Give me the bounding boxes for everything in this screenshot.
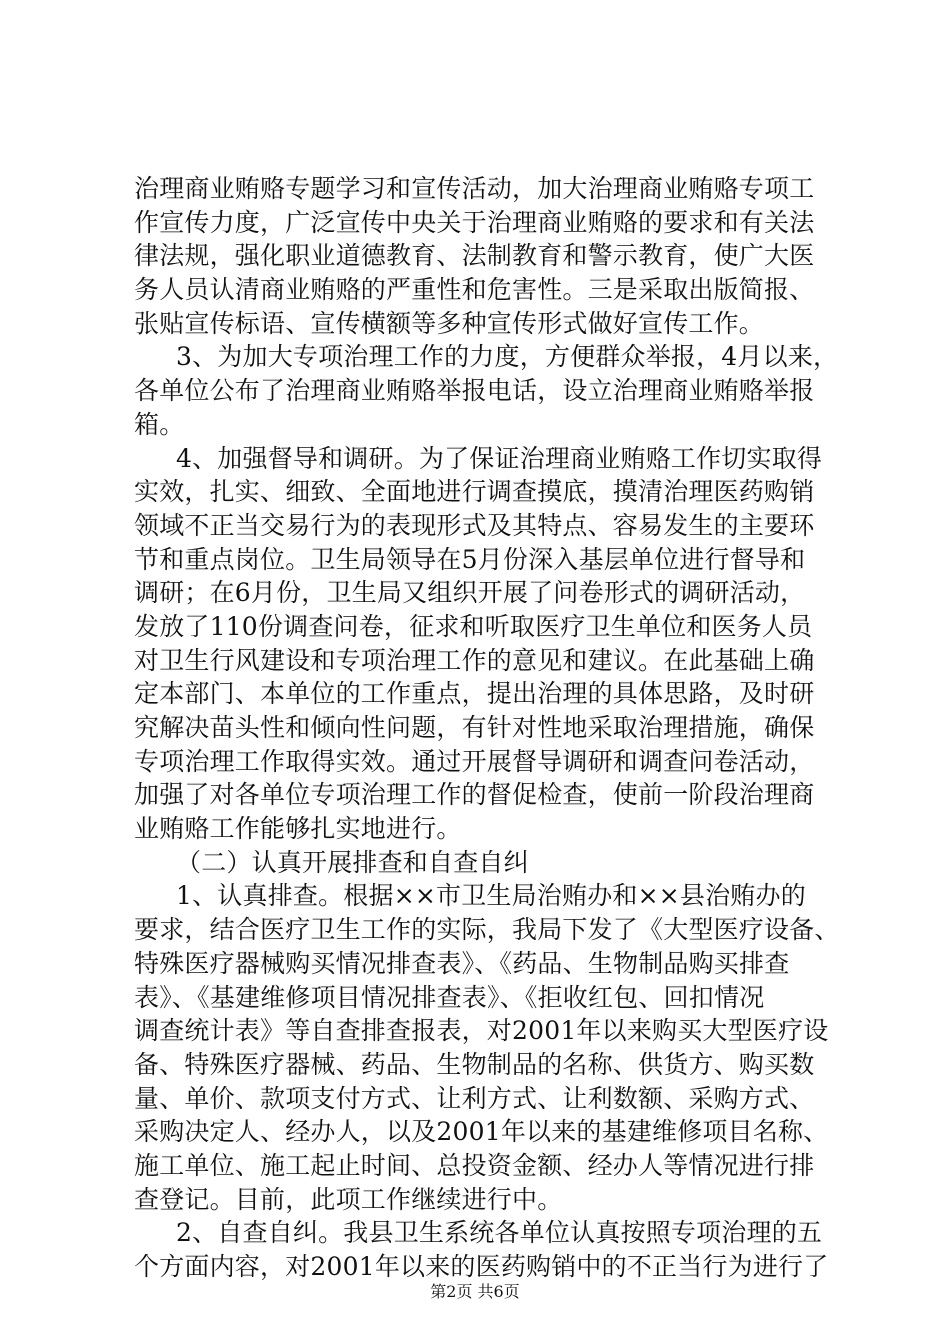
text-line: 要求，结合医疗卫生工作的实际，我局下发了《大型医疗设备、 — [134, 915, 840, 944]
text-line: 采购决定人、经办人，以及2001年以来的基建维修项目名称、 — [134, 1117, 829, 1146]
page-number-footer: 第2页 共6页 — [430, 1282, 520, 1301]
text-line: 各单位公布了治理商业贿赂举报电话，设立治理商业贿赂举报 — [134, 376, 815, 405]
text-line: 领域不正当交易行为的表现形式及其特点、容易发生的主要环 — [134, 511, 815, 540]
text-line: 究解决苗头性和倾向性问题，有针对性地采取治理措施，确保 — [134, 713, 815, 742]
paragraph-start-line: 1、认真排查。根据××市卫生局治贿办和××县治贿办的 — [176, 881, 806, 910]
text-line: 实效，扎实、细致、全面地进行调查摸底，摸清治理医药购销 — [134, 477, 815, 506]
text-line: 对卫生行风建设和专项治理工作的意见和建议。在此基础上确 — [134, 646, 815, 675]
text-line: 专项治理工作取得实效。通过开展督导调研和调查问卷活动， — [134, 747, 815, 776]
section-heading: （二）认真开展排查和自查自纠 — [176, 848, 529, 877]
text-line: 施工单位、施工起止时间、总投资金额、经办人等情况进行排 — [134, 1151, 815, 1180]
paragraph-start-line: 4、加强督导和调研。为了保证治理商业贿赂工作切实取得 — [176, 444, 823, 473]
text-line: 律法规，强化职业道德教育、法制教育和警示教育，使广大医 — [134, 241, 815, 270]
text-line: 个方面内容，对2001年以来的医药购销中的不正当行为进行了 — [134, 1252, 829, 1281]
text-line: 特殊医疗器械购买情况排查表》、《药品、生物制品购买排查 — [134, 949, 790, 978]
text-line: 务人员认清商业贿赂的严重性和危害性。三是采取出版简报、 — [134, 275, 815, 304]
text-line: 箱。 — [134, 410, 185, 439]
text-line: 调研；在6月份，卫生局又组织开展了问卷形式的调研活动， — [134, 578, 806, 607]
text-line: 定本部门、本单位的工作重点，提出治理的具体思路，及时研 — [134, 679, 815, 708]
text-line: 调查统计表》等自查排查报表，对2001年以来购买大型医疗设 — [134, 1016, 829, 1045]
text-line: 业贿赂工作能够扎实地进行。 — [134, 814, 462, 843]
text-line: 查登记。目前，此项工作继续进行中。 — [134, 1185, 563, 1214]
text-line: 治理商业贿赂专题学习和宣传活动，加大治理商业贿赂专项工 — [134, 174, 815, 203]
paragraph-start-line: 2、自查自纠。我县卫生系统各单位认真按照专项治理的五 — [176, 1218, 823, 1247]
text-line: 备、特殊医疗器械、药品、生物制品的名称、供货方、购买数 — [134, 1050, 815, 1079]
text-line: 表》、《基建维修项目情况排查表》、《拒收红包、回扣情况 — [134, 983, 765, 1012]
text-line: 节和重点岗位。卫生局领导在5月份深入基层单位进行督导和 — [134, 545, 806, 574]
text-line: 作宣传力度，广泛宣传中央关于治理商业贿赂的要求和有关法 — [134, 208, 815, 237]
text-line: 发放了110份调查问卷，征求和听取医疗卫生单位和医务人员 — [134, 612, 813, 641]
paragraph-start-line: 3、为加大专项治理工作的力度，方便群众举报，4月以来， — [176, 342, 839, 371]
text-line: 张贴宣传标语、宣传横额等多种宣传形式做好宣传工作。 — [134, 309, 765, 338]
text-line: 加强了对各单位专项治理工作的督促检查，使前一阶段治理商 — [134, 780, 815, 809]
text-line: 量、单价、款项支付方式、让利方式、让利数额、采购方式、 — [134, 1084, 815, 1113]
